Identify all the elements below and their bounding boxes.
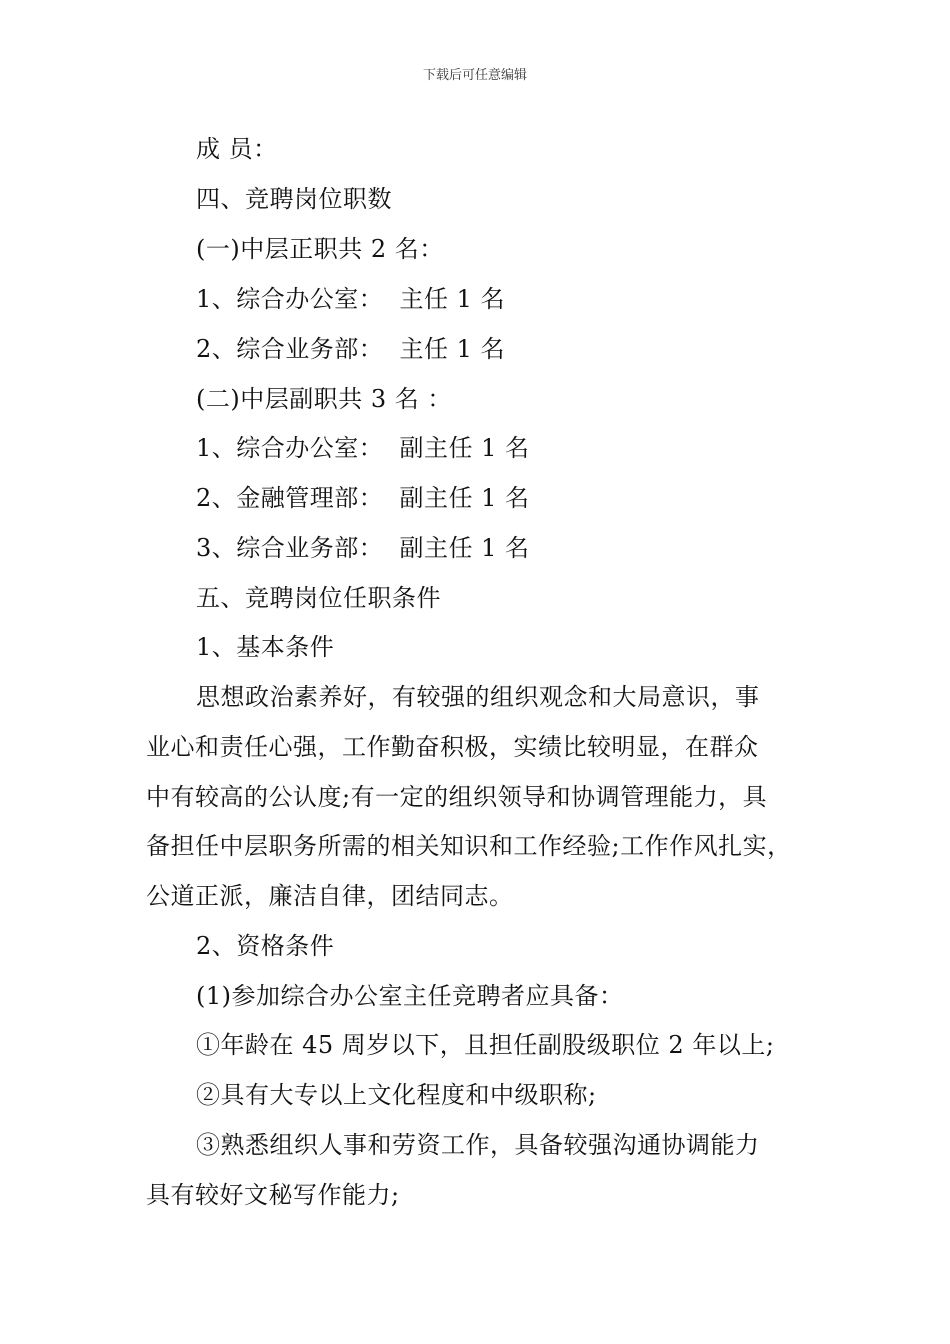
paragraph-line: 备担任中层职务所需的相关知识和工作经验;工作作风扎实， bbox=[146, 832, 792, 860]
list-item: 3、综合业务部： 副主任 1 名 bbox=[196, 534, 530, 562]
list-item: 1、综合办公室： 副主任 1 名 bbox=[196, 434, 530, 462]
paragraph-line: 具有较好文秘写作能力; bbox=[146, 1181, 400, 1209]
list-item: ①年龄在 45 周岁以下，且担任副股级职位 2 年以上; bbox=[196, 1031, 775, 1059]
list-item: ②具有大专以上文化程度和中级职称; bbox=[196, 1081, 597, 1109]
subheading-middle-deputy: (二)中层副职共 3 名 ： bbox=[196, 385, 452, 413]
subheading-qualification-conditions: 2、资格条件 bbox=[196, 932, 335, 960]
paragraph-line: 公道正派，廉洁自律，团结同志。 bbox=[146, 882, 514, 910]
paragraph-line: 思想政治素养好，有较强的组织观念和大局意识，事 bbox=[196, 683, 760, 711]
subheading-basic-conditions: 1、基本条件 bbox=[196, 633, 335, 661]
section-heading-4: 四、竞聘岗位职数 bbox=[196, 185, 392, 213]
subheading-middle-chief: (一)中层正职共 2 名： bbox=[196, 235, 444, 263]
page-header-note: 下载后可任意编辑 bbox=[422, 68, 527, 83]
text-line-members: 成 员： bbox=[196, 135, 278, 163]
text-line-office-director: (1)参加综合办公室主任竞聘者应具备： bbox=[196, 982, 624, 1010]
list-item: 2、综合业务部： 主任 1 名 bbox=[196, 335, 506, 363]
list-item: ③熟悉组织人事和劳资工作，具备较强沟通协调能力 bbox=[196, 1131, 760, 1159]
section-heading-5: 五、竞聘岗位任职条件 bbox=[196, 584, 441, 612]
list-item: 2、金融管理部： 副主任 1 名 bbox=[196, 484, 530, 512]
list-item: 1、综合办公室： 主任 1 名 bbox=[196, 285, 506, 313]
paragraph-line: 中有较高的公认度;有一定的组织领导和协调管理能力，具 bbox=[146, 783, 768, 811]
paragraph-line: 业心和责任心强，工作勤奋积极，实绩比较明显，在群众 bbox=[146, 733, 759, 761]
